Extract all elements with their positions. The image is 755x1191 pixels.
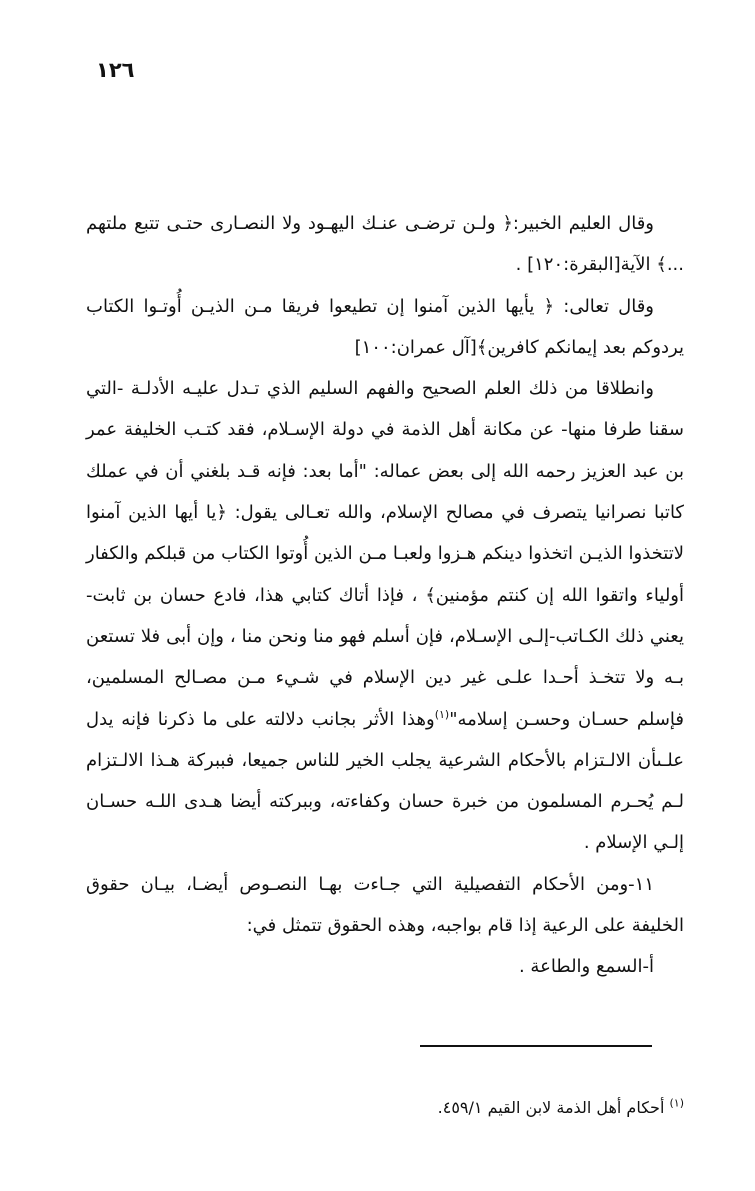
paragraph-umar-letter	[86, 368, 684, 864]
footnote-text: أحكام أهل الذمة لابن القيم ٤٥٩/١.	[437, 1098, 665, 1117]
page-number: ١٢٦	[96, 58, 135, 82]
list-item-hearing-obedience: أ-السمع والطاعة .	[518, 956, 654, 978]
paragraph-quran-baqarah: وقال العليم الخبير:﴿ ولـن ترضـى عنـك اليهـود ولا النصـارى حتـى تتبع ملتهم ...﴾ الآية[البقرة:١٢٠] .	[86, 213, 684, 276]
footnote	[300, 1098, 684, 1117]
paragraph-caliph-rights: ١١-ومن الأحكام التفصيلية التي جـاءت بهـا النصـوص أيضـا، بيـان حقوق الخليفة على الرعية إذا قام بواجبه، وهذه الحقوق تتمثل في:	[86, 873, 684, 937]
footnote-divider	[420, 1045, 652, 1047]
footnote-reference: (١)	[434, 707, 450, 721]
paragraph-quran-al-imran: وقال تعالى: ﴿ يأيها الذين آمنوا إن تطيعوا فريقا مـن الذيـن أُوتـوا الكتاب يردوكم بعد إيمانكم كافرين﴾[آل عمران:١٠٠]	[86, 295, 684, 358]
footnote-marker: (١)	[669, 1096, 684, 1110]
umar-letter-text: وانطلاقا من ذلك العلم الصحيح والفهم السليم الذي تـدل عليـه الأدلـة -التي سقنا طرفا منها- عن مكانة أهل الذمة في دولة الإسـلام، فقد كتـب الخليفة عمر بن عبد العزيز رحمه الله إلى بعض عماله: "أما بعد: فإنه قـد بلغني أن في عملك كاتبا نصرانيا يتصرف في مصالح الإسلام، والله تعـالى يقول: ﴿يا أيها الذين آمنوا لاتتخذوا الذيـن اتخذوا دينكم هـزوا ولعبـا مـن الذين أُوتوا الكتاب من قبلكم والكفار أولياء واتقوا الله إن كنتم مؤمنين﴾ ، فإذا أتاك كتابي هذا، فادع حسان بن ثابت-يعني ذلك الكـاتب-إلـى الإسـلام، فإن أسلم فهو منا ونحن منا ، وإن أبى فلا تستعن بـه ولا تتخـذ أحـدا علـى غير دين الإسلام في شـيء مـن مصـالح المسلمين، فإسلم حسـان وحسـن إسلامه"	[86, 378, 684, 730]
umar-letter-commentary: وهذا الأثر بجانب دلالته على ما ذكرنا فإنه يدل علـىأن الالـتزام بالأحكام الشرعية يجلب الخير للناس جميعا، فببركة هـذا الالـتزام لـم يُحـرم المسلمون من خبرة حسان وكفاءته، وببركته أيضا هـدى اللـه حسـان إلـي الإسلام .	[86, 708, 684, 854]
body-text	[86, 203, 684, 988]
